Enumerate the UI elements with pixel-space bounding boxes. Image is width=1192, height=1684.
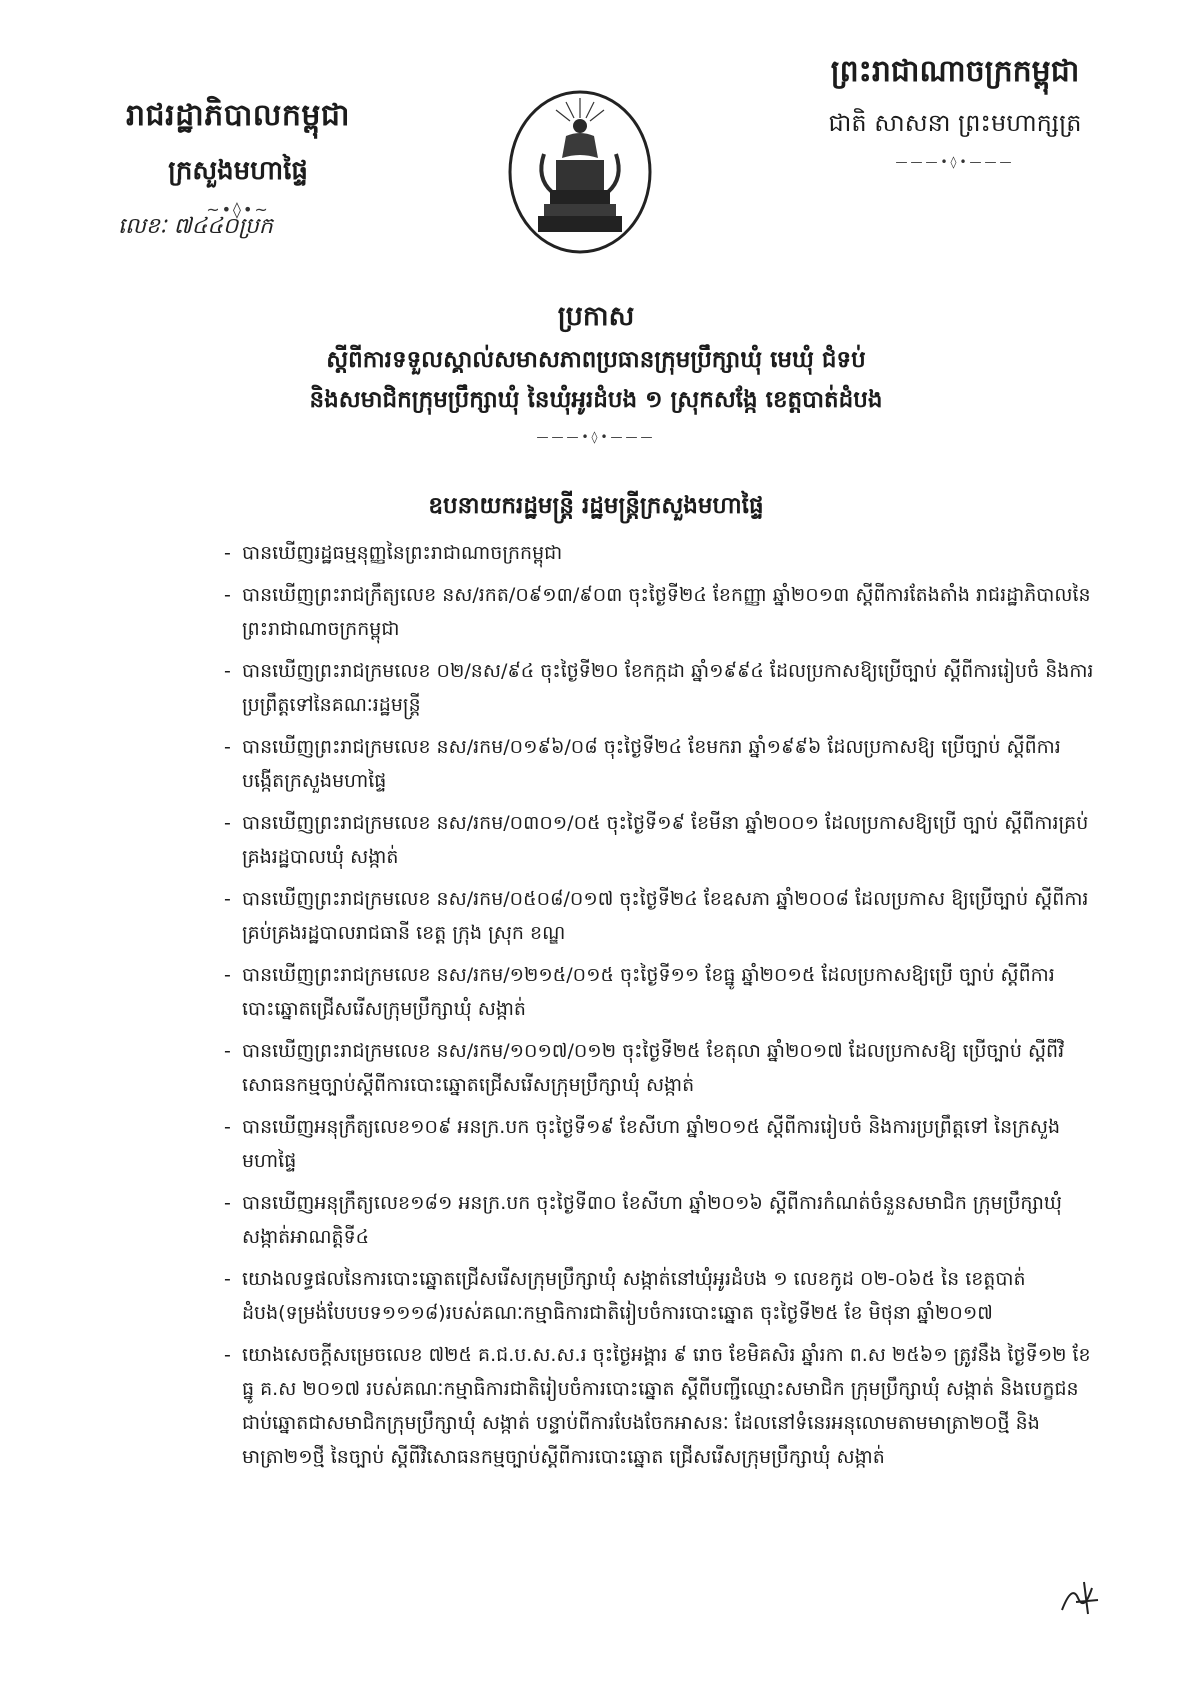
bullet-dash: -	[224, 1192, 231, 1214]
clause-text: បានឃើញព្រះរាជក្រមលេខ នស/រកម/០៥០៨/០១៧ ចុះថ្ងៃទី២៤ ខែឧសភា ឆ្នាំ២០០៨ ដែលប្រកាស ឱ្យប្រើច្បាប់ ស្ដីពីការគ្រប់គ្រងរដ្ឋបាលរាជធានី ខេត្ត ក្រុង ស្រុក ខណ្ឌ	[242, 888, 1089, 944]
bullet-dash: -	[224, 542, 231, 564]
national-motto: ជាតិ សាសនា ព្រះមហាក្សត្រ	[828, 109, 1082, 137]
bullet-dash: -	[224, 964, 231, 986]
ornament-divider: ———•◊•———	[895, 155, 1015, 169]
clause-text: យោងសេចក្ដីសម្រេចលេខ ៧២៥ គ.ជ.ប.ស.ស.រ ចុះថ្ងៃអង្គារ ៩ រោច ខែមិគសិរ ឆ្នាំរកា ព.ស ២៥៦១ ត្រូវនឹង ថ្ងៃទី១២ ខែធ្នូ គ.ស ២០១៧ របស់គណៈកម្មាធិការជាតិរៀបចំការបោះឆ្នោត ស្ដីពីបញ្ជីឈ្មោះសមាជិក ក្រុមប្រឹក្សាឃុំ សង្កាត់ និងបេក្ខជនជាប់ឆ្នោតជាសមាជិកក្រុមប្រឹក្សាឃុំ សង្កាត់ បន្ទាប់ពីការបែងចែកអាសនៈ ដែលនៅទំនេរអនុលោមតាមមាត្រា២០ថ្មី និងមាត្រា២១ថ្មី នៃច្បាប់ ស្ដីពីវិសោធនកម្មច្បាប់ស្ដីពីការបោះឆ្នោត ជ្រើសរើសក្រុមប្រឹក្សាឃុំ សង្កាត់	[242, 1344, 1091, 1468]
government-name: រាជរដ្ឋាភិបាលកម្ពុជា	[126, 98, 350, 133]
subject-line: ស្ដីពីការទទួលស្គាល់សមាសភាពប្រធានក្រុមប្រឹក្សាឃុំ មេឃុំ ជំទប់	[326, 347, 866, 373]
document-type: ប្រកាស	[557, 301, 635, 332]
clause-text: បានឃើញព្រះរាជក្រមលេខ នស/រកម/០៣០១/០៥ ចុះថ្ងៃទី១៩ ខែមីនា ឆ្នាំ២០០១ ដែលប្រកាសឱ្យប្រើ ច្បាប់ ស្ដីពីការគ្រប់គ្រងរដ្ឋបាលឃុំ សង្កាត់	[242, 812, 1089, 868]
clause-item	[224, 1186, 1095, 1254]
bullet-dash: -	[224, 888, 231, 910]
bullet-dash: -	[224, 1268, 231, 1290]
clause-item	[224, 578, 1095, 646]
bullet-dash: -	[224, 736, 231, 758]
bullet-dash: -	[224, 584, 231, 606]
reference-number: លេខៈ ៧៤៤០ប្រក	[118, 214, 273, 239]
kingdom-header	[790, 52, 1120, 169]
issuing-authority	[88, 96, 388, 219]
signer-title: ឧបនាយករដ្ឋមន្ត្រី រដ្ឋមន្ត្រីក្រសួងមហាផ្ទៃ	[428, 493, 764, 519]
ornament-divider: ———•◊•———	[536, 430, 656, 444]
ornament-divider: ~•◊•~	[206, 200, 270, 219]
bullet-dash: -	[224, 1116, 231, 1138]
bullet-dash: -	[224, 812, 231, 834]
clause-text: បានឃើញអនុក្រឹត្យលេខ១០៩ អនក្រ.បក ចុះថ្ងៃទី១៩ ខែសីហា ឆ្នាំ២០១៥ ស្ដីពីការរៀបចំ និងការប្រព្រឹត្តទៅ នៃក្រសួងមហាផ្ទៃ	[242, 1116, 1061, 1172]
clause-item	[224, 882, 1095, 950]
clause-text: បានឃើញព្រះរាជក្រឹត្យលេខ នស/រកត/០៩១៣/៩០៣ ចុះថ្ងៃទី២៤ ខែកញ្ញា ឆ្នាំ២០១៣ ស្ដីពីការតែងតាំង រាជរដ្ឋាភិបាលនៃព្រះរាជាណាចក្រកម្ពុជា	[242, 584, 1091, 640]
clause-item	[224, 1034, 1095, 1102]
clause-item	[224, 654, 1095, 722]
clause-item	[224, 1110, 1095, 1178]
royal-seal-emblem	[506, 88, 654, 256]
kingdom-name: ព្រះរាជាណាចក្រកម្ពុជា	[830, 54, 1080, 89]
clause-item	[224, 1338, 1095, 1474]
bullet-dash: -	[224, 1040, 231, 1062]
clause-text: បានឃើញព្រះរាជក្រមលេខ នស/រកម/១២១៥/០១៥ ចុះថ្ងៃទី១១ ខែធ្នូ ឆ្នាំ២០១៥ ដែលប្រកាសឱ្យប្រើ ច្បាប់ ស្ដីពីការបោះឆ្នោតជ្រើសរើសក្រុមប្រឹក្សាឃុំ សង្កាត់	[242, 964, 1055, 1020]
clause-item	[224, 958, 1095, 1026]
preamble-clauses	[224, 536, 1095, 1482]
clause-item	[224, 1262, 1095, 1330]
clause-text: បានឃើញព្រះរាជក្រមលេខ ០២/នស/៩៤ ចុះថ្ងៃទី២០ ខែកក្កដា ឆ្នាំ១៩៩៤ ដែលប្រកាសឱ្យប្រើច្បាប់ ស្ដីពីការរៀបចំ និងការប្រព្រឹត្តទៅនៃគណៈរដ្ឋមន្ត្រី	[242, 660, 1094, 716]
document-subject	[150, 340, 1042, 420]
bullet-dash: -	[224, 660, 231, 682]
clause-item	[224, 730, 1095, 798]
clause-text: បានឃើញព្រះរាជក្រមលេខ នស/រកម/១០១៧/០១២ ចុះថ្ងៃទី២៥ ខែតុលា ឆ្នាំ២០១៧ ដែលប្រកាសឱ្យ ប្រើច្បាប់ ស្ដីពីវិសោធនកម្មច្បាប់ស្ដីពីការបោះឆ្នោតជ្រើសរើសក្រុមប្រឹក្សាឃុំ សង្កាត់	[242, 1040, 1065, 1096]
clause-text: យោងលទ្ធផលនៃការបោះឆ្នោតជ្រើសរើសក្រុមប្រឹក្សាឃុំ សង្កាត់នៅឃុំអូរដំបង ១ លេខកូដ ០២-០៦៥ នៃ ខេត្តបាត់ដំបង(ទម្រង់បែបបទ១១១៨)របស់គណៈកម្មាធិការជាតិរៀបចំការបោះឆ្នោត ចុះថ្ងៃទី២៥ ខែ មិថុនា ឆ្នាំ២០១៧	[242, 1268, 1026, 1324]
initials-mark	[1058, 1580, 1102, 1616]
clause-text: បានឃើញរដ្ឋធម្មនុញ្ញនៃព្រះរាជាណាចក្រកម្ពុជា	[242, 542, 563, 564]
clause-item	[224, 806, 1095, 874]
bullet-dash: -	[224, 1344, 231, 1366]
subject-line: និងសមាជិកក្រុមប្រឹក្សាឃុំ នៃឃុំអូរដំបង ១ ស្រុកសង្កែ ខេត្តបាត់ដំបង	[309, 387, 883, 413]
clause-item	[224, 536, 1095, 570]
clause-text: បានឃើញអនុក្រឹត្យលេខ១៨១ អនក្រ.បក ចុះថ្ងៃទី៣០ ខែសីហា ឆ្នាំ២០១៦ ស្ដីពីការកំណត់ចំនួនសមាជិក ក្រុមប្រឹក្សាឃុំ សង្កាត់អាណត្តិទី៤	[242, 1192, 1062, 1248]
ministry-name: ក្រសួងមហាផ្ទៃ	[168, 156, 308, 186]
clause-text: បានឃើញព្រះរាជក្រមលេខ នស/រកម/០១៩៦/០៨ ចុះថ្ងៃទី២៤ ខែមករា ឆ្នាំ១៩៩៦ ដែលប្រកាសឱ្យ ប្រើច្បាប់ ស្ដីពីការបង្កើតក្រសួងមហាផ្ទៃ	[242, 736, 1061, 792]
